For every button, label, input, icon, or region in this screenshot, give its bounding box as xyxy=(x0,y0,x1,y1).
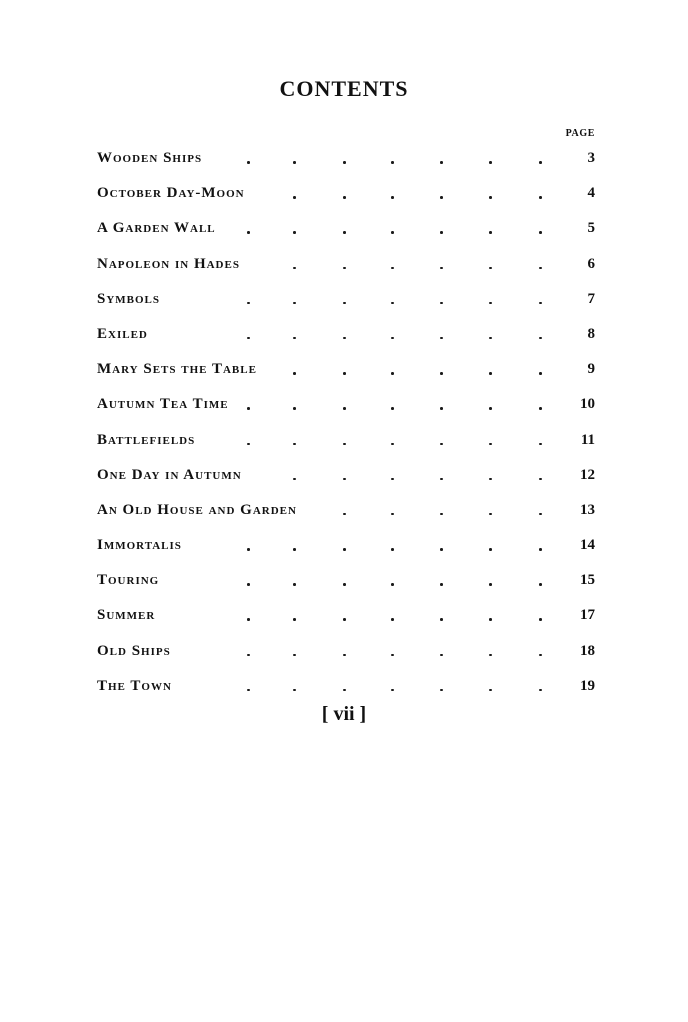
toc-entry-page: 6 xyxy=(587,255,595,272)
toc-entry-title: The Town xyxy=(97,677,172,694)
leader-dot xyxy=(440,689,443,692)
leader-dot xyxy=(293,372,296,375)
leader-dot xyxy=(440,231,443,234)
leader-dot xyxy=(293,337,296,340)
leader-dot xyxy=(247,231,250,234)
leader-dot xyxy=(489,583,492,586)
toc-entry-page: 3 xyxy=(587,150,595,166)
leader-dot xyxy=(440,548,443,551)
leader-dot xyxy=(343,407,346,410)
leader-dot xyxy=(539,548,542,551)
leader-dot xyxy=(293,689,296,692)
dot-leader xyxy=(97,569,557,591)
leader-dot xyxy=(343,548,346,551)
leader-dot xyxy=(391,548,394,551)
leader-dot xyxy=(440,407,443,410)
toc-entry xyxy=(97,464,595,499)
toc-entry-page: 14 xyxy=(580,537,595,554)
leader-dot xyxy=(440,372,443,375)
leader-dot xyxy=(293,267,296,270)
toc-entry-title: Old Ships xyxy=(97,642,171,659)
leader-dot xyxy=(343,372,346,375)
leader-dot xyxy=(343,478,346,481)
leader-dot xyxy=(343,196,346,199)
leader-dot xyxy=(343,513,346,516)
toc-entry xyxy=(97,182,595,217)
toc-entry xyxy=(97,147,595,182)
leader-dot xyxy=(293,196,296,199)
leader-dot xyxy=(343,583,346,586)
leader-dot xyxy=(440,337,443,340)
leader-dot xyxy=(343,618,346,621)
leader-dot xyxy=(539,583,542,586)
dot-leader xyxy=(97,604,557,626)
leader-dot xyxy=(440,196,443,199)
toc-entry xyxy=(97,358,595,393)
leader-dot xyxy=(391,583,394,586)
leader-dot xyxy=(489,513,492,516)
toc-entry-title: Mary Sets the Table xyxy=(97,361,257,378)
leader-dot xyxy=(489,443,492,446)
toc-entry xyxy=(97,323,595,358)
leader-dot xyxy=(539,654,542,657)
leader-dot xyxy=(391,337,394,340)
toc-entry xyxy=(97,640,595,675)
leader-dot xyxy=(343,267,346,270)
leader-dot xyxy=(391,618,394,621)
leader-dot xyxy=(391,196,394,199)
leader-dot xyxy=(440,654,443,657)
leader-dot xyxy=(489,231,492,234)
leader-dot xyxy=(391,478,394,481)
leader-dot xyxy=(539,372,542,375)
leader-dot xyxy=(489,654,492,657)
leader-dot xyxy=(391,443,394,446)
toc-entry xyxy=(97,569,595,604)
leader-dot xyxy=(343,443,346,446)
leader-dot xyxy=(247,443,250,446)
toc-entry xyxy=(97,429,595,464)
page-folio: [ vii ] xyxy=(321,703,367,725)
toc-entry xyxy=(97,288,595,323)
leader-dot xyxy=(293,478,296,481)
leader-dot xyxy=(539,443,542,446)
toc-entry-page: 17 xyxy=(580,607,595,624)
leader-dot xyxy=(391,654,394,657)
toc-entry-page: 15 xyxy=(580,572,595,589)
leader-dot xyxy=(489,618,492,621)
leader-dot xyxy=(391,231,394,234)
toc-entry-title: A Garden Wall xyxy=(97,220,216,237)
toc-entry-page: 13 xyxy=(580,501,595,518)
toc-entry xyxy=(97,393,595,428)
leader-dot xyxy=(343,689,346,692)
toc-entry-title: Immortalis xyxy=(97,537,182,554)
toc-entry-page: 12 xyxy=(580,466,595,483)
leader-dot xyxy=(391,689,394,692)
toc-entry xyxy=(97,217,595,252)
leader-dot xyxy=(247,654,250,657)
toc-entry-title: Battlefields xyxy=(97,431,196,448)
leader-dot xyxy=(391,513,394,516)
leader-dot xyxy=(440,583,443,586)
leader-dot xyxy=(391,302,394,305)
toc-entry-page: 18 xyxy=(580,642,595,659)
leader-dot xyxy=(247,161,250,164)
page-title: CONTENTS xyxy=(279,76,409,101)
leader-dot xyxy=(293,618,296,621)
leader-dot xyxy=(391,267,394,270)
toc-entry-page: 9 xyxy=(587,361,595,378)
leader-dot xyxy=(343,231,346,234)
leader-dot xyxy=(247,337,250,340)
leader-dot xyxy=(489,478,492,481)
toc-entry xyxy=(97,534,595,569)
leader-dot xyxy=(391,161,394,164)
leader-dot xyxy=(489,161,492,164)
toc-entry-title: One Day in Autumn xyxy=(97,466,242,483)
toc-entry-title: Symbols xyxy=(97,290,161,307)
leader-dot xyxy=(293,548,296,551)
leader-dot xyxy=(247,548,250,551)
leader-dot xyxy=(391,372,394,375)
leader-dot xyxy=(391,407,394,410)
toc-entry-page: 11 xyxy=(580,431,595,448)
toc-entry-title: Touring xyxy=(97,572,160,589)
leader-dot xyxy=(539,337,542,340)
toc-entry-title: Exiled xyxy=(97,325,148,342)
leader-dot xyxy=(293,161,296,164)
toc-entry-page: 5 xyxy=(587,220,595,237)
leader-dot xyxy=(343,654,346,657)
toc-entry-page: 4 xyxy=(587,185,595,202)
leader-dot xyxy=(539,196,542,199)
toc-entry-page: 7 xyxy=(587,290,595,307)
leader-dot xyxy=(489,548,492,551)
leader-dot xyxy=(440,302,443,305)
leader-dot xyxy=(539,161,542,164)
table-of-contents xyxy=(97,147,595,710)
leader-dot xyxy=(489,407,492,410)
leader-dot xyxy=(440,267,443,270)
leader-dot xyxy=(440,513,443,516)
leader-dot xyxy=(539,302,542,305)
toc-entry-title: An Old House and Garden xyxy=(97,501,297,518)
leader-dot xyxy=(539,231,542,234)
toc-entry-page: 10 xyxy=(580,396,595,413)
leader-dot xyxy=(440,478,443,481)
leader-dot xyxy=(440,443,443,446)
leader-dot xyxy=(293,583,296,586)
leader-dot xyxy=(539,267,542,270)
dot-leader xyxy=(97,288,557,310)
page-column-header: PAGE xyxy=(565,128,595,139)
leader-dot xyxy=(343,161,346,164)
leader-dot xyxy=(489,196,492,199)
leader-dot xyxy=(293,231,296,234)
toc-entry xyxy=(97,604,595,639)
leader-dot xyxy=(539,618,542,621)
toc-entry-title: Wooden Ships xyxy=(97,150,203,166)
leader-dot xyxy=(489,372,492,375)
leader-dot xyxy=(489,302,492,305)
leader-dot xyxy=(539,407,542,410)
leader-dot xyxy=(539,689,542,692)
leader-dot xyxy=(247,302,250,305)
leader-dot xyxy=(247,689,250,692)
leader-dot xyxy=(440,161,443,164)
leader-dot xyxy=(440,618,443,621)
toc-entry-page: 8 xyxy=(587,325,595,342)
leader-dot xyxy=(489,337,492,340)
toc-entry-title: Napoleon in Hades xyxy=(97,255,240,272)
dot-leader xyxy=(97,323,557,345)
leader-dot xyxy=(539,513,542,516)
leader-dot xyxy=(489,267,492,270)
leader-dot xyxy=(343,302,346,305)
leader-dot xyxy=(247,407,250,410)
leader-dot xyxy=(489,689,492,692)
leader-dot xyxy=(293,302,296,305)
toc-entry-title: Autumn Tea Time xyxy=(97,396,229,413)
toc-entry xyxy=(97,499,595,534)
leader-dot xyxy=(293,654,296,657)
leader-dot xyxy=(343,337,346,340)
leader-dot xyxy=(247,618,250,621)
leader-dot xyxy=(293,443,296,446)
toc-entry-page: 19 xyxy=(580,677,595,694)
leader-dot xyxy=(539,478,542,481)
toc-entry-title: Summer xyxy=(97,607,156,624)
toc-entry xyxy=(97,253,595,288)
leader-dot xyxy=(247,583,250,586)
leader-dot xyxy=(293,407,296,410)
toc-entry-title: October Day-Moon xyxy=(97,185,245,202)
